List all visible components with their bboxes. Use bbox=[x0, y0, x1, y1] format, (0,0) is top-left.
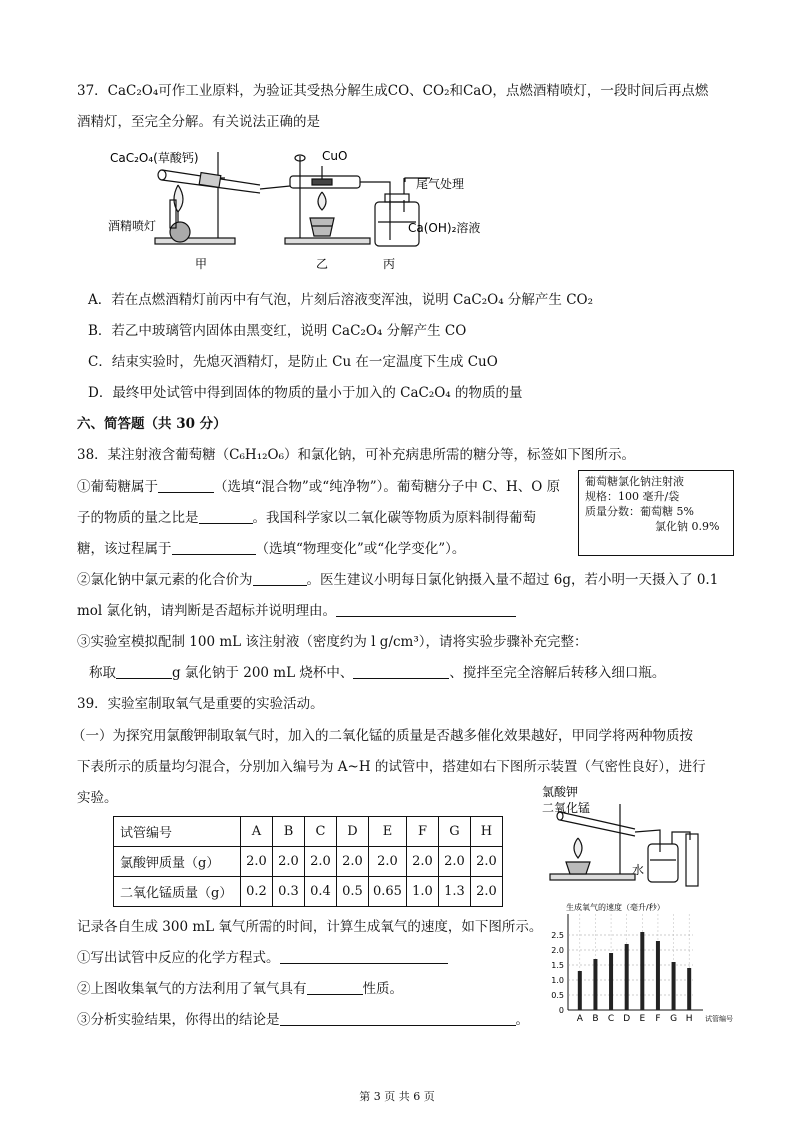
q39-intro-line3: 实验。 bbox=[77, 790, 118, 806]
bar-b bbox=[593, 959, 597, 1010]
table-cell: 2.0 bbox=[470, 847, 502, 877]
q38-part1-line1: ①葡萄糖属于 （选填“混合物”或“纯净物”）。葡萄糖分子中 C、H、O 原 bbox=[77, 479, 561, 495]
table-row bbox=[114, 847, 503, 877]
page-footer: 第 3 页 共 6 页 bbox=[359, 1090, 435, 1103]
label-cuo: CuO bbox=[322, 149, 348, 163]
table-cell: 0.4 bbox=[305, 877, 337, 907]
injection-label-box bbox=[578, 470, 734, 556]
q39-step2: ②上图收集氧气的方法利用了氧气具有 性质。 bbox=[77, 981, 403, 997]
q39-stem: 39．实验室制取氧气是重要的实验活动。 bbox=[77, 696, 324, 712]
table-cell: 2.0 bbox=[241, 847, 273, 877]
x-tick-label: D bbox=[623, 1014, 631, 1024]
table-cell: A bbox=[241, 817, 273, 847]
label-line-4: 氯化钠 0.9% bbox=[655, 520, 720, 533]
table-cell: B bbox=[273, 817, 305, 847]
answer-blank[interactable] bbox=[253, 571, 307, 586]
table-cell: 2.0 bbox=[470, 877, 502, 907]
answer-blank[interactable] bbox=[172, 540, 256, 555]
table-cell: 2.0 bbox=[369, 847, 407, 877]
answer-blank[interactable] bbox=[307, 980, 363, 995]
x-tick-label: A bbox=[576, 1014, 583, 1024]
label-line-2: 规格：100 毫升/袋 bbox=[585, 490, 680, 503]
table-cell: F bbox=[406, 817, 438, 847]
answer-blank[interactable] bbox=[336, 602, 516, 617]
q37-option-c: C．结束实验时，先熄灭酒精灯，是防止 Cu 在一定温度下生成 CuO bbox=[88, 354, 498, 370]
label-tail-gas: 尾气处理 bbox=[416, 177, 465, 191]
section-heading: 六、简答题（共 30 分） bbox=[77, 416, 227, 432]
q37-apparatus-figure bbox=[100, 140, 500, 280]
label-caoh2: Ca(OH)₂溶液 bbox=[408, 221, 481, 235]
answer-blank[interactable] bbox=[116, 664, 172, 679]
bar-d bbox=[625, 944, 629, 1010]
x-tick-label: E bbox=[639, 1014, 646, 1024]
table-cell: 0.65 bbox=[369, 877, 407, 907]
row-label: 氯酸钾质量（g） bbox=[114, 847, 241, 877]
q37-stem-line1: 37．CaC₂O₄可作工业原料，为验证其受热分解生成CO、CO₂和CaO，点燃酒精喷灯，一段时间后再点燃 bbox=[77, 83, 709, 99]
label-jia: 甲 bbox=[195, 257, 208, 271]
q39-intro-line2: 下表所示的质量均匀混合，分别加入编号为 A~H 的试管中，搭建如右下图所示装置（气密性良好），进行 bbox=[77, 759, 706, 775]
table-cell: 0.5 bbox=[337, 877, 369, 907]
q39-step3: ③分析实验结果，你得出的结论是 。 bbox=[77, 1012, 529, 1028]
label-spirit-blowlamp: 酒精喷灯 bbox=[108, 219, 157, 233]
answer-blank[interactable] bbox=[280, 949, 448, 964]
bar-f bbox=[656, 941, 660, 1010]
table-cell: H bbox=[470, 817, 502, 847]
q37-option-a: A．若在点燃酒精灯前丙中有气泡，片刻后溶液变浑浊，说明 CaC₂O₄ 分解产生 CO₂ bbox=[88, 292, 594, 308]
q38-part3-line2: 称取 g 氯化钠于 200 mL 烧杯中、 、搅拌至完全溶解后转移入细口瓶。 bbox=[89, 665, 666, 681]
q39-apparatus-figure bbox=[540, 782, 710, 892]
q38-part3-line1: ③实验室模拟配制 100 mL 该注射液（密度约为 l g/cm³），请将实验步骤补充完整： bbox=[77, 634, 588, 650]
x-tick-label: H bbox=[685, 1014, 693, 1024]
x-axis-label: 试管编号 bbox=[705, 1015, 733, 1023]
q38-part1-line2: 子的物质的量之比是 。我国科学家以二氧化碳等物质为原料制得葡萄 bbox=[77, 510, 536, 526]
q37-stem-line2: 酒精灯，至完全分解。有关说法正确的是 bbox=[77, 114, 320, 130]
q39-intro-line1: （一）为探究用氯酸钾制取氧气时，加入的二氧化锰的质量是否越多催化效果越好，甲同学将两种物质按 bbox=[72, 728, 693, 744]
table-cell: C bbox=[305, 817, 337, 847]
answer-blank[interactable] bbox=[199, 509, 253, 524]
chart-title: 生成氧气的速度（毫升/秒） bbox=[566, 903, 665, 912]
table-cell: E bbox=[369, 817, 407, 847]
q39-step1: ①写出试管中反应的化学方程式。 bbox=[77, 949, 448, 967]
table-cell: 2.0 bbox=[337, 847, 369, 877]
label-yi: 乙 bbox=[316, 257, 329, 271]
q37-option-b: B．若乙中玻璃管内固体由黑变红，说明 CaC₂O₄ 分解产生 CO bbox=[88, 323, 467, 339]
table-cell: 0.2 bbox=[241, 877, 273, 907]
table-cell: 1.3 bbox=[438, 877, 470, 907]
q38-part2-line1: ②氯化钠中氯元素的化合价为 。医生建议小明每日氯化钠摄入量不超过 6g，若小明一天摄入了 0.1 bbox=[77, 572, 719, 588]
table-cell: 1.0 bbox=[406, 877, 438, 907]
table-row bbox=[114, 877, 503, 907]
mass-table bbox=[113, 816, 503, 907]
bar-h bbox=[687, 968, 691, 1010]
table-cell: G bbox=[438, 817, 470, 847]
q39-record: 记录各自生成 300 mL 氧气所需的时间，计算生成氧气的速度，如下图所示。 bbox=[77, 919, 543, 935]
label-mno2: 二氧化锰 bbox=[542, 801, 591, 815]
q38-stem: 38．某注射液含葡萄糖（C₆H₁₂O₆）和氯化钠，可补充病患所需的糖分等，标签如下图所示。 bbox=[77, 447, 635, 463]
oxygen-speed-chart bbox=[538, 898, 733, 1028]
label-kclo3: 氯酸钾 bbox=[542, 785, 579, 799]
x-tick-label: C bbox=[607, 1014, 615, 1024]
table-cell: 2.0 bbox=[406, 847, 438, 877]
bar-c bbox=[609, 953, 613, 1010]
answer-blank[interactable] bbox=[158, 478, 214, 493]
q38-part2-line2: mol 氯化钠，请判断是否超标并说明理由。 bbox=[77, 602, 516, 620]
label-line-1: 葡萄糖氯化钠注射液 bbox=[585, 475, 684, 488]
x-tick-label: B bbox=[592, 1014, 599, 1024]
y-tick-label: 1.5 bbox=[551, 961, 564, 970]
bar-e bbox=[640, 932, 644, 1010]
q38-part1-line3: 糖，该过程属于 （选填“物理变化”或“化学变化”）。 bbox=[77, 541, 466, 557]
row-label: 试管编号 bbox=[114, 817, 241, 847]
table-cell: 2.0 bbox=[273, 847, 305, 877]
bar-g bbox=[672, 962, 676, 1010]
label-caco: CaC₂O₄(草酸钙) bbox=[110, 151, 199, 165]
table-cell: 0.3 bbox=[273, 877, 305, 907]
y-tick-label: 0.5 bbox=[551, 991, 564, 1000]
q37-option-d: D．最终甲处试管中得到固体的物质的量小于加入的 CaC₂O₄ 的物质的量 bbox=[88, 385, 523, 401]
bar-a bbox=[578, 971, 582, 1010]
y-tick-label: 1.0 bbox=[551, 976, 564, 985]
answer-blank[interactable] bbox=[353, 664, 449, 679]
y-tick-label: 2.0 bbox=[551, 946, 564, 955]
x-tick-label: G bbox=[670, 1014, 678, 1024]
row-label: 二氧化锰质量（g） bbox=[114, 877, 241, 907]
table-header-row bbox=[114, 817, 503, 847]
y-tick-label: 2.5 bbox=[551, 931, 564, 940]
answer-blank[interactable] bbox=[280, 1011, 516, 1026]
label-line-3: 质量分数：葡萄糖 5% bbox=[585, 505, 694, 518]
table-cell: 2.0 bbox=[305, 847, 337, 877]
table-cell: 2.0 bbox=[438, 847, 470, 877]
table-cell: D bbox=[337, 817, 369, 847]
x-tick-label: F bbox=[655, 1014, 661, 1024]
y-tick-label: 0 bbox=[558, 1006, 564, 1015]
label-water: 水 bbox=[632, 863, 645, 877]
label-bing: 丙 bbox=[383, 257, 396, 271]
